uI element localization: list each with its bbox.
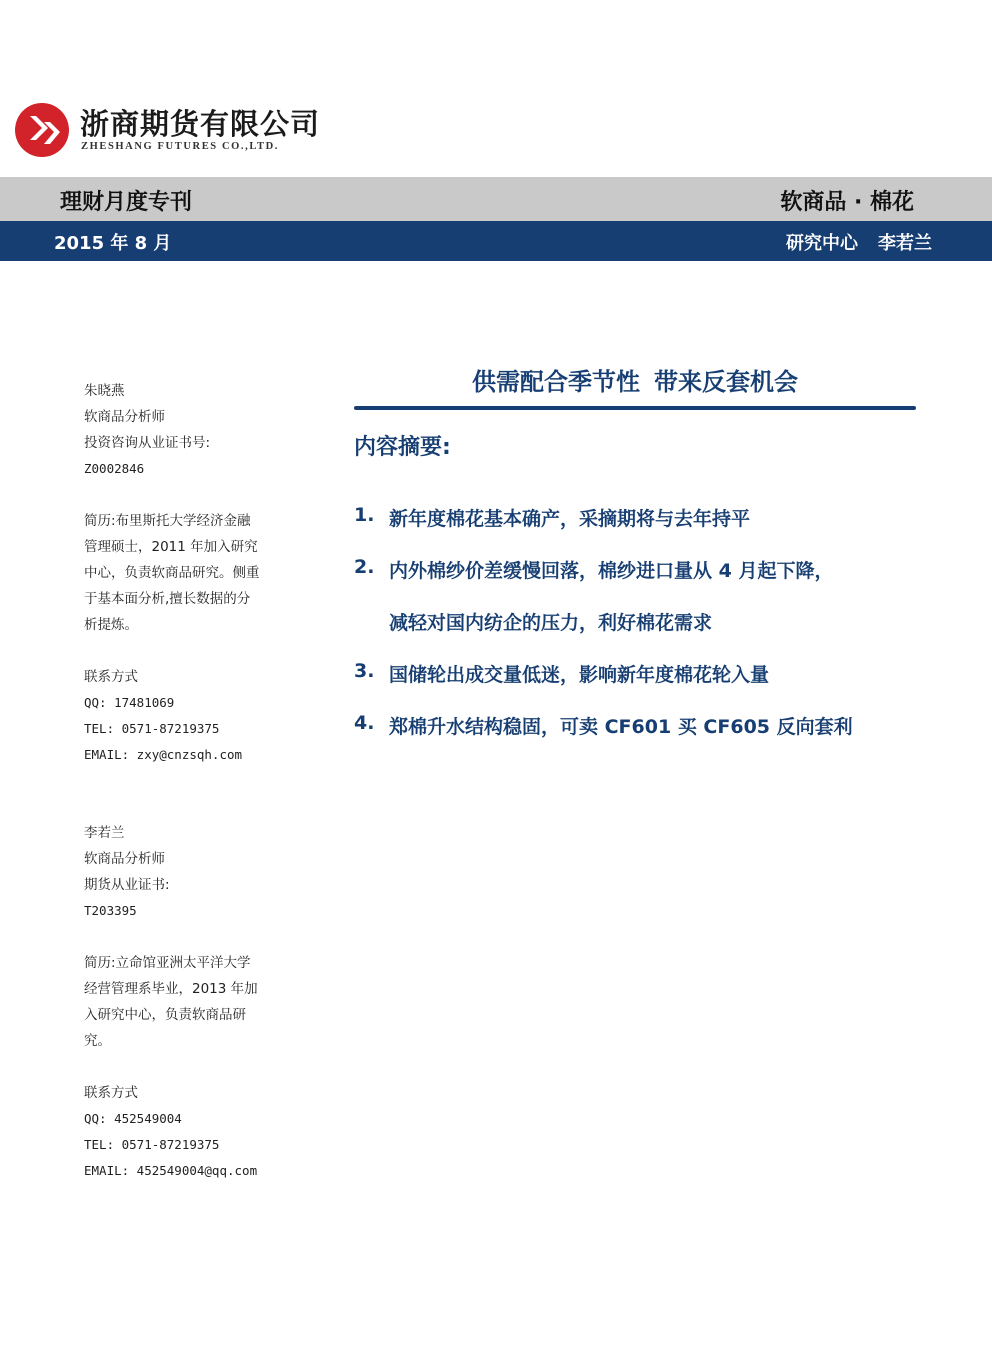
department: 研究中心 <box>786 233 858 254</box>
contact-email[interactable]: EMAIL: 452549004@qq.com <box>84 1163 258 1178</box>
report-type: 理财月度专刊 <box>60 190 193 215</box>
analyst-bio-line: 简历:立命馆亚洲太平洋大学 <box>84 955 251 971</box>
report-date: 2015 年 8 月 <box>54 233 172 254</box>
summary-heading: 内容摘要: <box>354 435 451 460</box>
summary-point <box>354 552 954 604</box>
point-text: 郑棉升水结构稳固，可卖 CF601 买 CF605 反向套利 <box>389 716 853 738</box>
analyst-title: 软商品分析师 <box>84 409 165 425</box>
contact-label: 联系方式 <box>84 1085 138 1101</box>
point-text: 国储轮出成交量低迷，影响新年度棉花轮入量 <box>389 664 770 686</box>
header-blue-bar <box>0 221 992 261</box>
analyst-name: 朱晓燕 <box>84 383 125 399</box>
summary-point <box>354 500 954 552</box>
summary-points <box>354 500 954 760</box>
header-gray-bar <box>0 177 992 221</box>
analyst-cert-label: 期货从业证书: <box>84 877 170 893</box>
company-name-cn: 浙商期货有限公司 <box>80 107 321 141</box>
analyst-bio-line: 管理硕士，2011 年加入研究 <box>84 539 258 555</box>
analyst-bio-line: 经营管理系毕业，2013 年加 <box>84 981 258 997</box>
company-logo <box>14 100 321 160</box>
analyst-bio-line: 中心，负责软商品研究。侧重 <box>84 565 260 581</box>
contact-tel: TEL: 0571-87219375 <box>84 721 220 736</box>
point-number: 3. <box>354 660 375 682</box>
analyst-cert-number: T203395 <box>84 903 137 918</box>
analyst-bio-line: 简历:布里斯托大学经济金融 <box>84 513 251 529</box>
zheshang-logo-icon <box>14 102 70 158</box>
analyst-card <box>84 378 294 768</box>
contact-email[interactable]: EMAIL: zxy@cnzsqh.com <box>84 747 243 762</box>
point-text: 新年度棉花基本确产，采摘期将与去年持平 <box>389 508 751 530</box>
contact-qq: QQ: 17481069 <box>84 695 175 710</box>
report-title-part1: 供需配合季节性 <box>472 368 640 396</box>
analyst-cert-number: Z0002846 <box>84 461 145 476</box>
point-text: 减轻对国内纺企的压力，利好棉花需求 <box>389 612 713 634</box>
point-number: 4. <box>354 712 375 734</box>
report-title-part2: 带来反套机会 <box>654 368 798 396</box>
analyst-bio-line: 究。 <box>84 1033 111 1049</box>
point-text: 内外棉纱价差缓慢回落，棉纱进口量从 4 月起下降， <box>389 560 834 582</box>
contact-tel: TEL: 0571-87219375 <box>84 1137 220 1152</box>
point-number: 1. <box>354 504 375 526</box>
point-number: 2. <box>354 556 375 578</box>
analyst-name: 李若兰 <box>84 825 125 841</box>
analyst-title: 软商品分析师 <box>84 851 165 867</box>
contact-qq: QQ: 452549004 <box>84 1111 182 1126</box>
report-category: 软商品 · 棉花 <box>780 190 914 215</box>
analyst-bio-line: 于基本面分析,擅长数据的分 <box>84 591 251 607</box>
title-divider <box>354 406 916 410</box>
analyst-card <box>84 820 294 1184</box>
summary-point <box>354 656 954 708</box>
author: 李若兰 <box>878 233 932 254</box>
report-title <box>354 362 916 397</box>
report-byline <box>786 229 932 255</box>
summary-point <box>354 708 954 760</box>
analyst-bio-line: 析提炼。 <box>84 617 138 633</box>
analyst-bio-line: 入研究中心，负责软商品研 <box>84 1007 246 1023</box>
analyst-cert-label: 投资咨询从业证书号: <box>84 435 211 451</box>
company-name-en: ZHESHANG FUTURES CO.,LTD. <box>81 141 280 152</box>
analyst-sidebar <box>84 378 294 1184</box>
summary-point-continuation <box>354 604 954 656</box>
contact-label: 联系方式 <box>84 669 138 685</box>
